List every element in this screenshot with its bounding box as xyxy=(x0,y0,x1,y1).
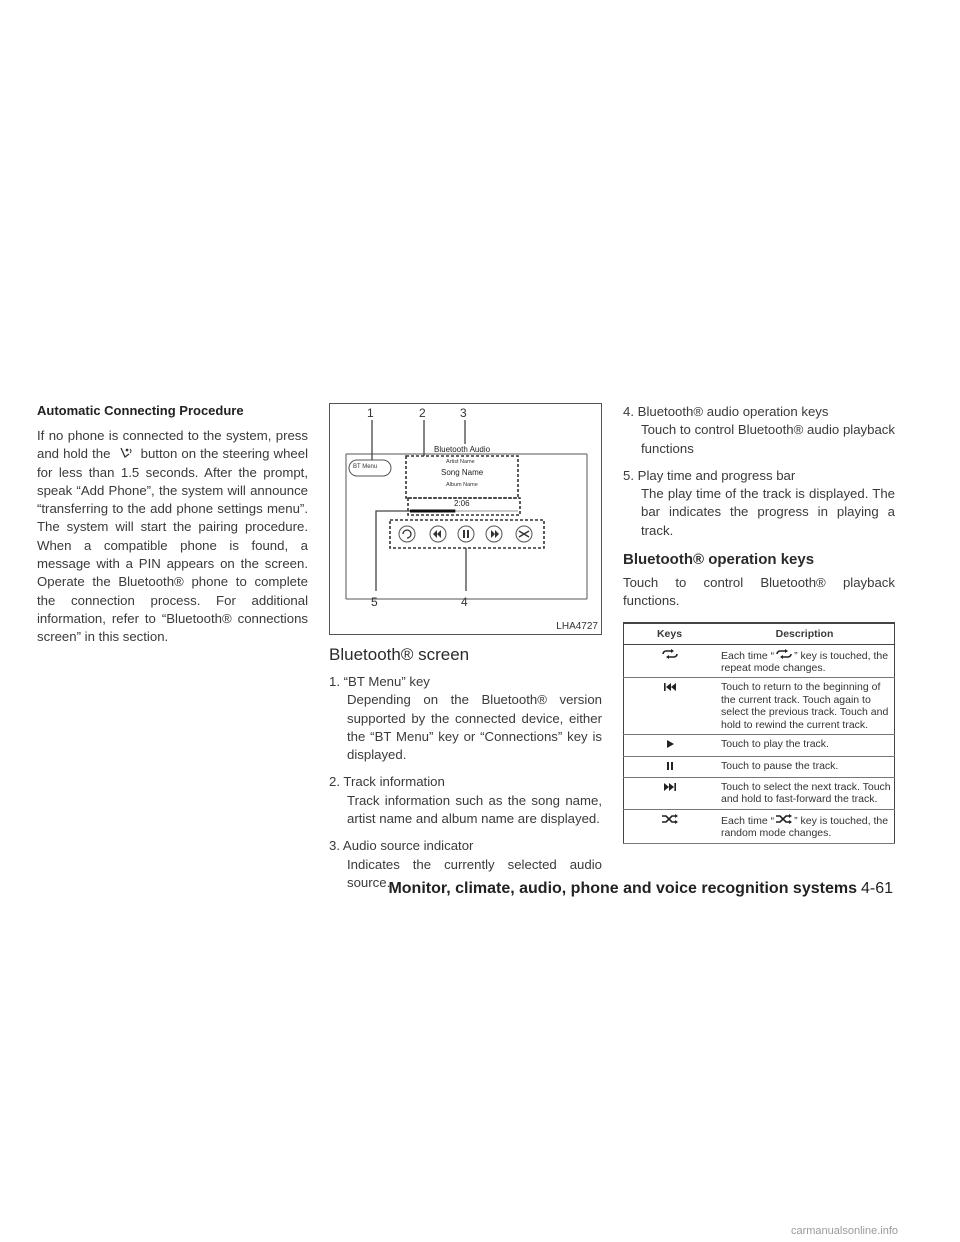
callout-2: 2 xyxy=(419,406,426,420)
description-cell: Touch to pause the track. xyxy=(715,756,895,777)
description-cell: Touch to play the track. xyxy=(715,735,895,756)
key-cell xyxy=(624,809,716,843)
callout-1: 1 xyxy=(367,406,374,420)
table-row xyxy=(624,809,895,843)
callout-5: 5 xyxy=(371,595,378,609)
bt-menu-key-label: BT Menu xyxy=(353,464,378,470)
pause-button xyxy=(458,526,474,542)
previous-track-icon xyxy=(660,681,680,693)
middle-column xyxy=(329,403,602,901)
callout-4: 4 xyxy=(461,595,468,609)
table-row xyxy=(624,735,895,756)
list-item-title: 4. Bluetooth® audio operation keys xyxy=(623,404,829,419)
list-item-title: 3. Audio source indicator xyxy=(329,838,474,854)
description-cell xyxy=(715,809,895,843)
description-cell xyxy=(715,644,895,678)
keys-column-header: Keys xyxy=(624,623,716,645)
bluetooth-audio-figure xyxy=(329,403,602,635)
desc-text: Each time “ xyxy=(721,814,775,827)
voice-recognition-icon xyxy=(115,446,137,460)
desc-text: ” key is touched, the random mode changes. xyxy=(721,814,889,840)
operation-keys-intro: Touch to control Bluetooth® playback functions. xyxy=(623,575,895,609)
list-item-desc: Indicates the currently selected audio source. xyxy=(347,856,602,890)
list-item-title: 1. “BT Menu” key xyxy=(329,674,430,689)
procedure-paragraph xyxy=(37,427,308,647)
bt-screen-list xyxy=(329,673,602,892)
desc-text: ” key is touched, the repeat mode changes. xyxy=(721,649,889,675)
shuffle-icon xyxy=(774,813,794,825)
table-header-row xyxy=(624,623,895,645)
song-name: Song Name xyxy=(441,468,484,477)
key-cell xyxy=(624,777,716,809)
artist-name: Artist Name xyxy=(446,459,475,465)
screen-title: Bluetooth Audio xyxy=(434,445,491,454)
next-track-icon xyxy=(660,781,680,793)
page-number: 4-61 xyxy=(860,880,893,897)
key-cell xyxy=(624,735,716,756)
play-time: 2:06 xyxy=(454,499,470,508)
list-item-title: 5. Play time and progress bar xyxy=(623,467,796,483)
description-cell: Touch to return to the beginning of the current track. Touch again to select the previous track. Touch and hold to rewind the current track. xyxy=(715,678,895,735)
description-cell: Touch to select the next track. Touch and hold to fast-forward the track. xyxy=(715,777,895,809)
list-item-desc: Depending on the Bluetooth® version supported by the connected device, either the “BT Menu” key or “Connections” key is displayed. xyxy=(347,692,602,763)
watermark: carmanualsonline.info xyxy=(790,1225,898,1237)
para-start: If no phone is connected to the system, press and hold the xyxy=(37,428,308,462)
play-icon xyxy=(660,738,680,750)
shuffle-button xyxy=(516,526,532,542)
key-cell xyxy=(624,644,716,678)
list-item-desc: Touch to control Bluetooth® audio playback functions xyxy=(641,422,895,456)
pause-icon xyxy=(660,760,680,772)
desc-text: Each time “ xyxy=(721,649,775,662)
operation-keys-heading: Bluetooth® operation keys xyxy=(623,551,815,569)
list-item-desc: Track information such as the song name, artist name and album name are displayed. xyxy=(347,792,602,827)
shuffle-icon xyxy=(660,813,680,825)
list-item xyxy=(329,773,602,828)
list-item xyxy=(329,673,602,764)
right-column xyxy=(623,403,895,844)
repeat-icon xyxy=(774,648,794,660)
callout-3: 3 xyxy=(460,406,467,420)
description-column-header: Description xyxy=(715,623,895,645)
next-button xyxy=(486,526,502,542)
list-item xyxy=(623,467,895,540)
left-column xyxy=(37,403,308,647)
list-item xyxy=(623,403,895,458)
table-row xyxy=(624,644,895,678)
procedure-heading: Automatic Connecting Procedure xyxy=(37,403,244,418)
list-item-title: 2. Track information xyxy=(329,774,445,790)
table-row xyxy=(624,777,895,809)
bt-screen-heading: Bluetooth® screen xyxy=(329,645,470,664)
key-cell xyxy=(624,678,716,735)
footer-title: Monitor, climate, audio, phone and voice recognition systems xyxy=(388,880,857,897)
list-item-desc: The play time of the track is displayed. The bar indicates the progress in playing a track. xyxy=(641,486,895,538)
repeat-button xyxy=(399,526,415,542)
page-footer xyxy=(388,880,893,898)
repeat-icon xyxy=(660,648,680,660)
table-row xyxy=(624,756,895,777)
operation-keys-table xyxy=(623,622,895,844)
figure-code: LHA4727 xyxy=(556,621,598,632)
key-cell xyxy=(624,756,716,777)
para-end: button on the steering wheel for less than 1.5 seconds. After the prompt, speak “Add Phone”, the system will announce “transferring to the add phone settings menu”. The system will start the pairing procedure. When a compatible phone is found, a message with a PIN appears on the screen. Operate the Bluetooth® phone to complete the connection process. For additional information, refer to “Bluetooth® connections screen” in this section. xyxy=(37,446,308,645)
table-row xyxy=(624,678,895,735)
album-name: Album Name xyxy=(446,482,478,488)
previous-button xyxy=(430,526,446,542)
